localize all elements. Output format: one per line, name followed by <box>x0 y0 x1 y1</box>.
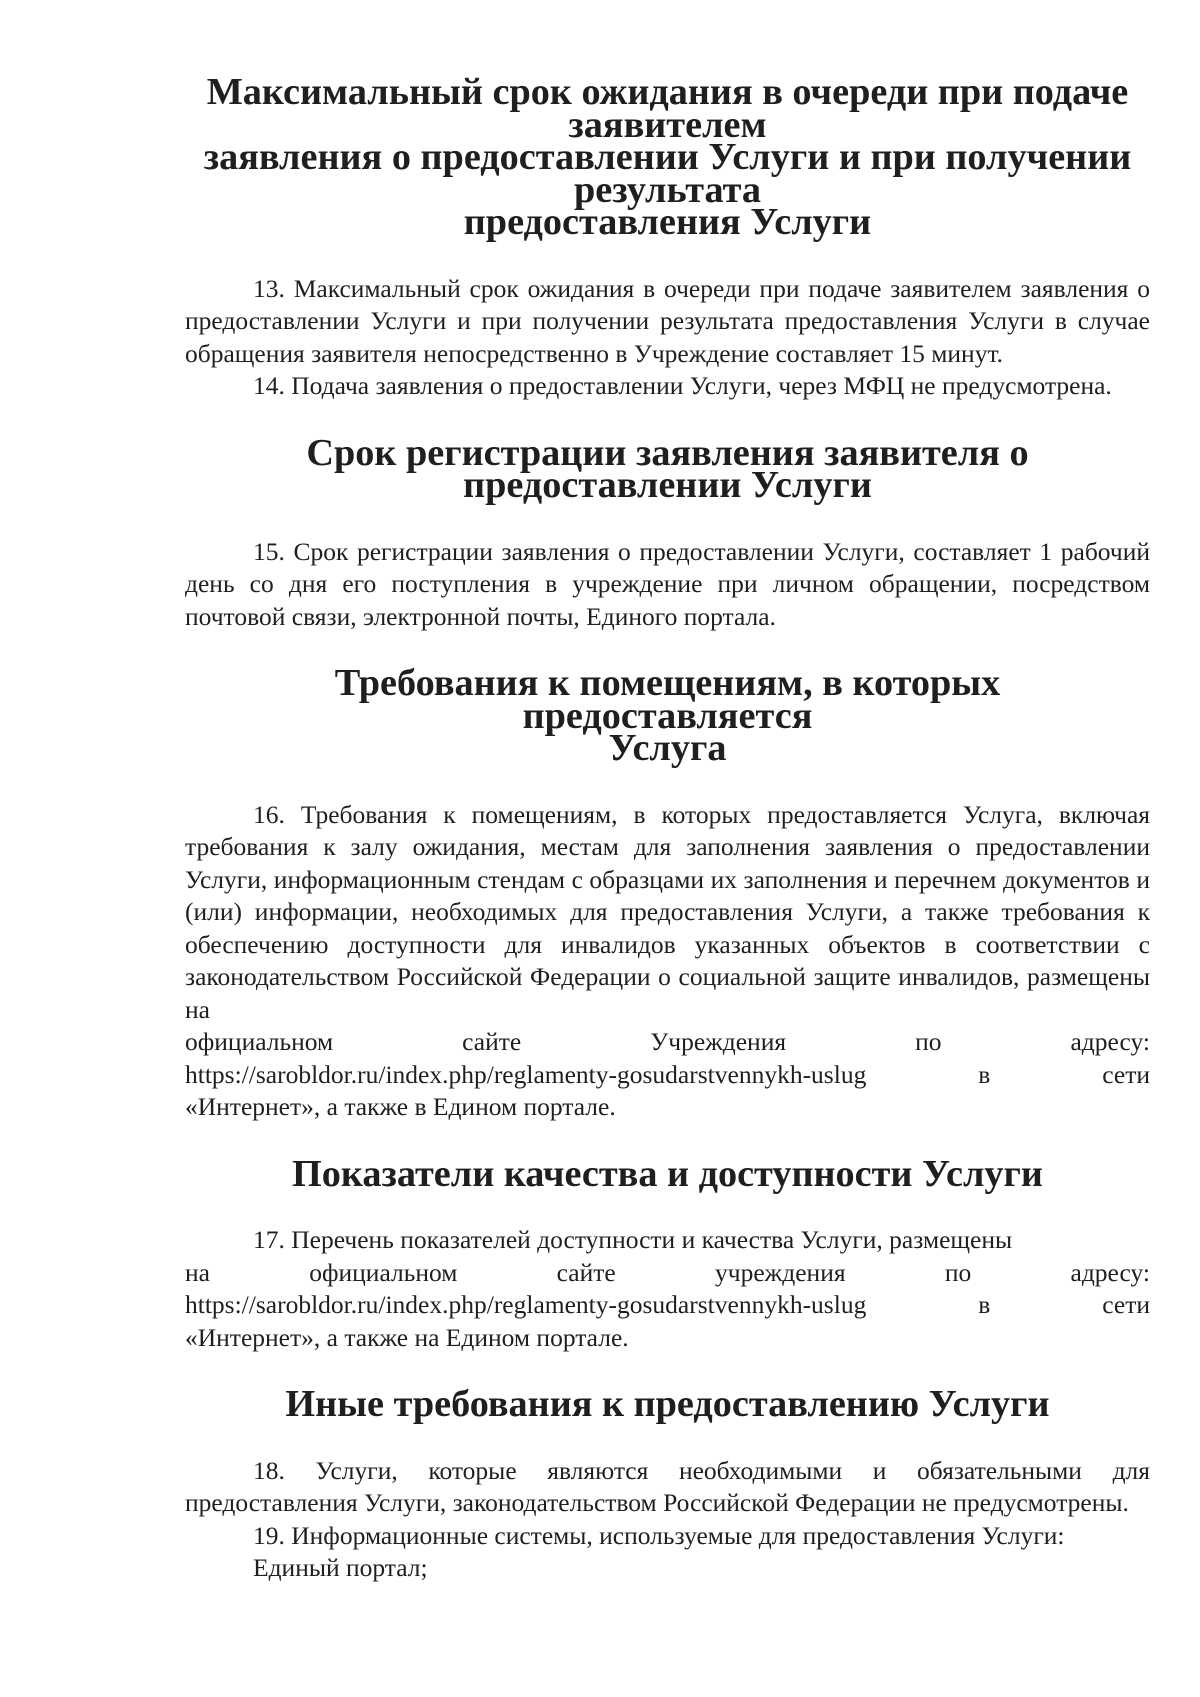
word: адресу: <box>1070 1257 1150 1287</box>
section-heading <box>185 1383 1150 1425</box>
section-heading <box>185 71 1150 243</box>
site-url: https://sarobldor.ru/index.php/reglamenty-gosudarstvennykh-uslug <box>185 1290 867 1319</box>
heading-line: Показатели качества и доступности Услуги <box>292 1152 1043 1195</box>
paragraph-17-end: «Интернет», а также на Едином портале. <box>185 1322 629 1352</box>
word: по <box>944 1257 972 1287</box>
paragraph-13: 13. Максимальный срок ожидания в очереди при подаче заявителем заявления о предоставлении Услуги и при получении результата предоставления Услуги в случае обращения заявителя непосредственно в Учреждение составляет 15 минут. <box>185 273 1150 368</box>
word: Учреждения <box>650 1027 787 1056</box>
paragraph-14: 14. Подача заявления о предоставлении Услуги, через МФЦ не предусмотрена. <box>253 371 1112 400</box>
section-quality-indicators <box>185 1152 1150 1355</box>
section-heading <box>185 431 1150 506</box>
paragraph-19: 19. Информационные системы, используемые для предоставления Услуги: <box>253 1520 1065 1550</box>
heading-line: Иные требования к предоставлению Услуги <box>285 1383 1050 1425</box>
section-registration-term <box>185 431 1150 634</box>
paragraph-19-item: Единый портал; <box>253 1553 428 1582</box>
heading-line: Требования к помещениям, в которых предоставляется <box>334 662 1001 737</box>
word: на <box>185 1257 210 1287</box>
paragraph-17-line <box>185 1257 1150 1290</box>
word: учреждения <box>715 1257 846 1287</box>
paragraph-16-end: «Интернет», а также в Едином портале. <box>185 1092 616 1121</box>
heading-line: предоставления Услуги <box>463 201 872 243</box>
heading-line: Срок регистрации заявления заявителя о предоставлении Услуги <box>306 431 1029 506</box>
paragraph-18: 18. Услуги, которые являются необходимыми и обязательными для предоставления Услуги, законодательством Российской Федерации не предусмотрены. <box>185 1455 1150 1517</box>
word: официальном <box>309 1257 458 1287</box>
paragraph-16-line <box>185 1026 1150 1059</box>
section-heading <box>185 1152 1150 1195</box>
paragraph-16-url-line <box>185 1059 1150 1092</box>
word: адресу: <box>1070 1027 1150 1056</box>
paragraph-15: 15. Срок регистрации заявления о предоставлении Услуги, составляет 1 рабочий день со дня его поступления в учреждение при личном обращении, посредством почтовой связи, электронной почты, Единого портала. <box>185 536 1150 631</box>
section-queue-wait-time <box>185 71 1150 403</box>
section-other-requirements <box>185 1383 1150 1585</box>
word: в <box>978 1290 991 1319</box>
heading-line: заявления о предоставлении Услуги и при получении результата <box>203 136 1132 211</box>
section-heading <box>185 662 1150 769</box>
word: по <box>915 1027 942 1056</box>
word: сайте <box>462 1027 522 1056</box>
paragraph-17: 17. Перечень показателей доступности и качества Услуги, размещены <box>253 1225 1013 1254</box>
word: сети <box>1102 1290 1150 1319</box>
heading-line: Услуга <box>608 727 727 769</box>
site-url: https://sarobldor.ru/index.php/reglamenty-gosudarstvennykh-uslug <box>185 1059 867 1089</box>
paragraph-16: 16. Требования к помещениям, в которых предоставляется Услуга, включая требования к залу ожидания, местам для заполнения заявления о предоставлении Услуги, информационным стендам с образцами их заполнения и перечнем документов и (или) информации, необходимых для предоставления Услуги, а также требования к обеспечению доступности для инвалидов указанных объектов в соответствии с законодательством Российской Федерации о социальной защите инвалидов, размещены на <box>185 799 1150 1024</box>
word: сети <box>1102 1059 1150 1089</box>
section-premises-requirements <box>185 662 1150 1124</box>
heading-line: Максимальный срок ожидания в очереди при подаче заявителем <box>206 71 1129 146</box>
paragraph-17-url-line <box>185 1289 1150 1322</box>
word: сайте <box>556 1257 616 1287</box>
word: в <box>978 1059 991 1089</box>
word: официальном <box>185 1027 334 1056</box>
